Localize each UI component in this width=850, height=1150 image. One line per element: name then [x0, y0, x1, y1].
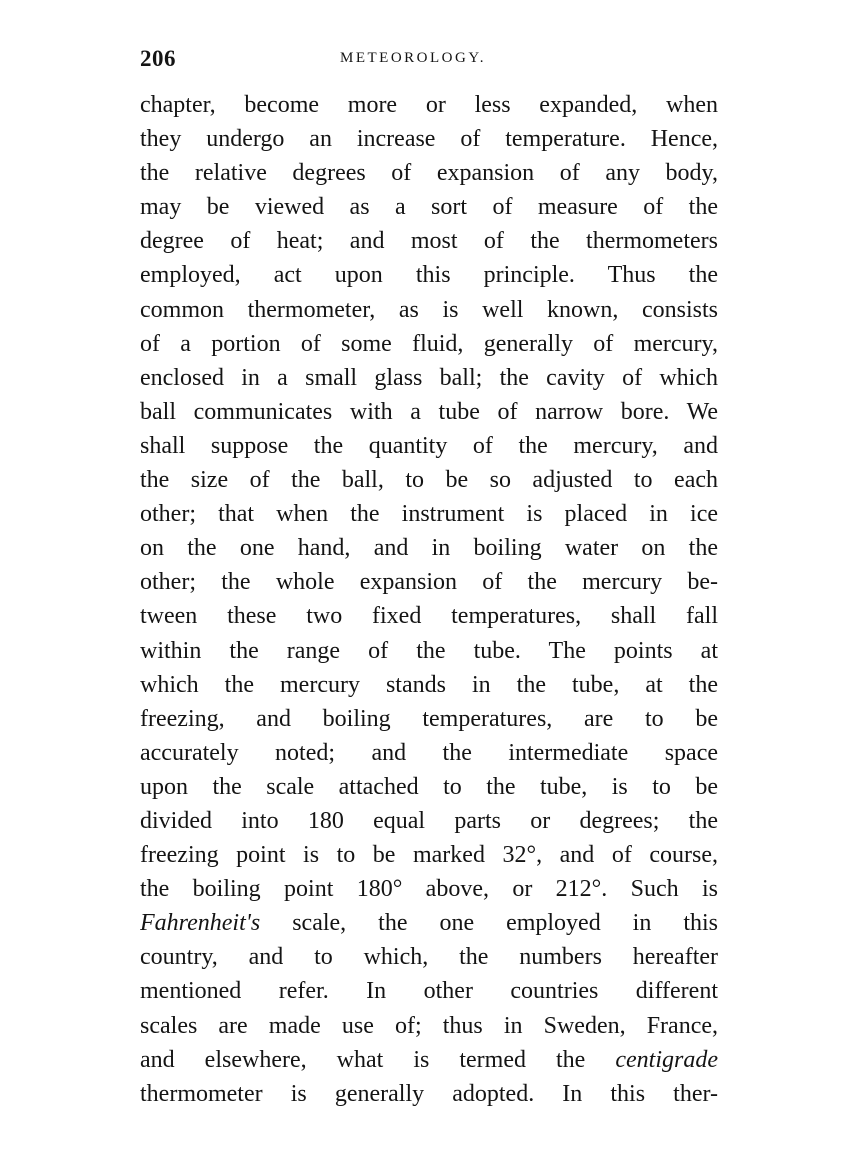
line-lead: and elsewhere, what is termed the — [140, 1046, 616, 1073]
text-line: upon the scale attached to the tube, is to be — [140, 773, 718, 800]
text-line: degree of heat; and most of the thermometers — [140, 228, 718, 255]
italic-centigrade: centigrade — [615, 1046, 718, 1073]
text-line: freezing, and boiling temperatures, are to be — [140, 705, 718, 732]
text-line: may be viewed as a sort of measure of the — [140, 194, 718, 221]
text-line: other; the whole expansion of the mercury be- — [140, 569, 718, 596]
text-line: the size of the ball, to be so adjusted to each — [140, 467, 718, 494]
text-line: mentioned refer. In other countries different — [140, 978, 718, 1005]
italic-fahrenheit: Fahrenheit's — [140, 910, 261, 937]
text-line-fahrenheit — [140, 906, 718, 940]
text-line: the relative degrees of expansion of any body, — [140, 160, 718, 187]
text-line: other; that when the instrument is placed in ice — [140, 501, 718, 528]
running-head: METEOROLOGY. — [340, 50, 486, 66]
text-line-last: thermometer is generally adopted. In this ther- — [140, 1080, 718, 1107]
text-line: divided into 180 equal parts or degrees; the — [140, 807, 718, 834]
text-line-centigrade — [140, 1043, 718, 1077]
text-line: chapter, become more or less expanded, when — [140, 92, 718, 118]
text-line: enclosed in a small glass ball; the cavity of which — [140, 364, 718, 391]
text-line: employed, act upon this principle. Thus the — [140, 262, 718, 289]
body-text — [140, 88, 718, 1111]
text-line: scales are made use of; thus in Sweden, France, — [140, 1012, 718, 1039]
text-line: country, and to which, the numbers hereafter — [140, 944, 718, 971]
text-line: the boiling point 180° above, or 212°. Such is — [140, 876, 718, 903]
page-header — [140, 46, 718, 76]
text-line: which the mercury stands in the tube, at the — [140, 671, 718, 698]
line-rest: scale, the one employed in this — [260, 910, 718, 937]
page-number: 206 — [140, 46, 176, 71]
text-line: within the range of the tube. The points at — [140, 637, 718, 664]
text-line: freezing point is to be marked 32°, and of course, — [140, 842, 718, 869]
text-line: common thermometer, as is well known, consists — [140, 296, 718, 323]
text-line: on the one hand, and in boiling water on the — [140, 535, 718, 562]
text-line: shall suppose the quantity of the mercury, and — [140, 432, 718, 459]
text-line: of a portion of some fluid, generally of mercury, — [140, 330, 718, 357]
text-line: they undergo an increase of temperature. Hence, — [140, 126, 718, 153]
text-line: ball communicates with a tube of narrow bore. We — [140, 398, 718, 425]
text-line: accurately noted; and the intermediate space — [140, 739, 718, 766]
text-line: tween these two fixed temperatures, shall fall — [140, 603, 718, 630]
